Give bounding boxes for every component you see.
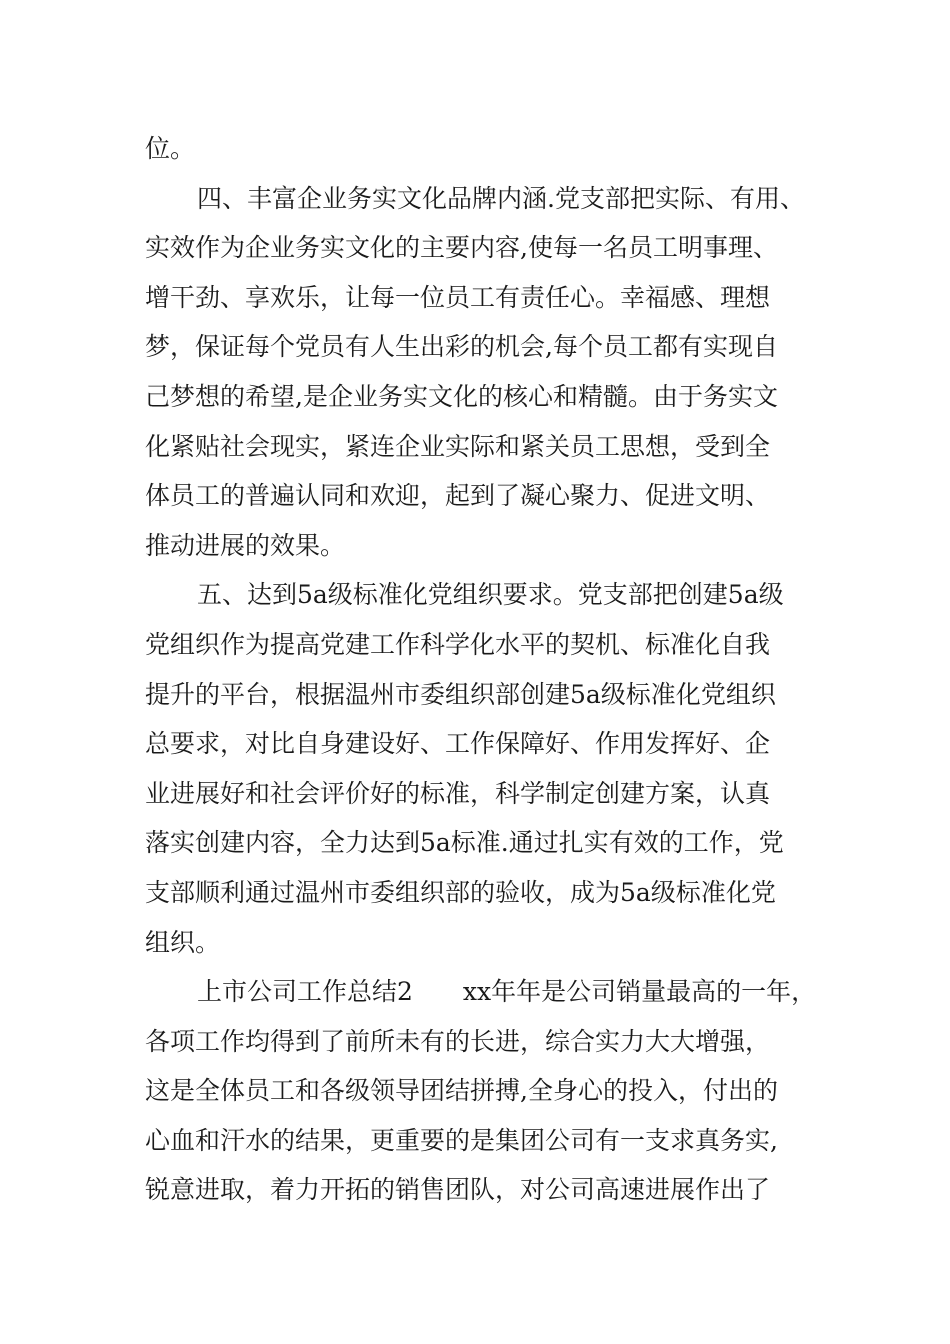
text-line: 梦，保证每个党员有人生出彩的机会,每个员工都有实现自 (145, 332, 778, 362)
text-line: 各项工作均得到了前所未有的长进，综合实力大大增强， (145, 1026, 771, 1056)
text-line: 化紧贴社会现实，紧连企业实际和紧关员工思想，受到全 (145, 431, 771, 461)
text-line: 组织。 (145, 927, 221, 957)
text-line: 这是全体员工和各级领导团结拼搏,全身心的投入，付出的 (145, 1076, 778, 1106)
text-line: 己梦想的希望,是企业务实文化的核心和精髓。由于务实文 (145, 381, 778, 411)
text-line: 提升的平台，根据温州市委组织部创建5a级标准化党组织 (145, 679, 776, 709)
paragraph-four-heading-line: 四、丰富企业务实文化品牌内涵.党支部把实际、有用、 (197, 183, 805, 213)
section-title-line: 上市公司工作总结2 xx年年是公司销量最高的一年， (197, 977, 817, 1007)
text-line: 党组织作为提高党建工作科学化水平的契机、标准化自我 (145, 629, 771, 659)
text-line: 推动进展的效果。 (145, 530, 346, 560)
document-body (145, 124, 835, 1215)
text-line: 实效作为企业务实文化的主要内容,使每一名员工明事理、 (145, 233, 778, 263)
text-line: 总要求，对比自身建设好、工作保障好、作用发挥好、企 (145, 729, 771, 759)
text-line: 锐意进取，着力开拓的销售团队，对公司高速进展作出了 (145, 1175, 771, 1205)
text-line: 支部顺利通过温州市委组织部的验收，成为5a级标准化党 (145, 877, 776, 907)
text-line: 增干劲、享欢乐，让每一位员工有责任心。幸福感、理想 (145, 282, 771, 312)
text-line: 心血和汗水的结果，更重要的是集团公司有一支求真务实, (145, 1125, 778, 1155)
text-line: 落实创建内容，全力达到5a标准.通过扎实有效的工作，党 (145, 828, 784, 858)
text-line: 体员工的普遍认同和欢迎，起到了凝心聚力、促进文明、 (145, 481, 771, 511)
paragraph-five-heading-line: 五、达到5a级标准化党组织要求。党支部把创建5a级 (197, 580, 784, 610)
text-line: 业进展好和社会评价好的标准，科学制定创建方案，认真 (145, 778, 771, 808)
text-line: 位。 (145, 134, 196, 163)
